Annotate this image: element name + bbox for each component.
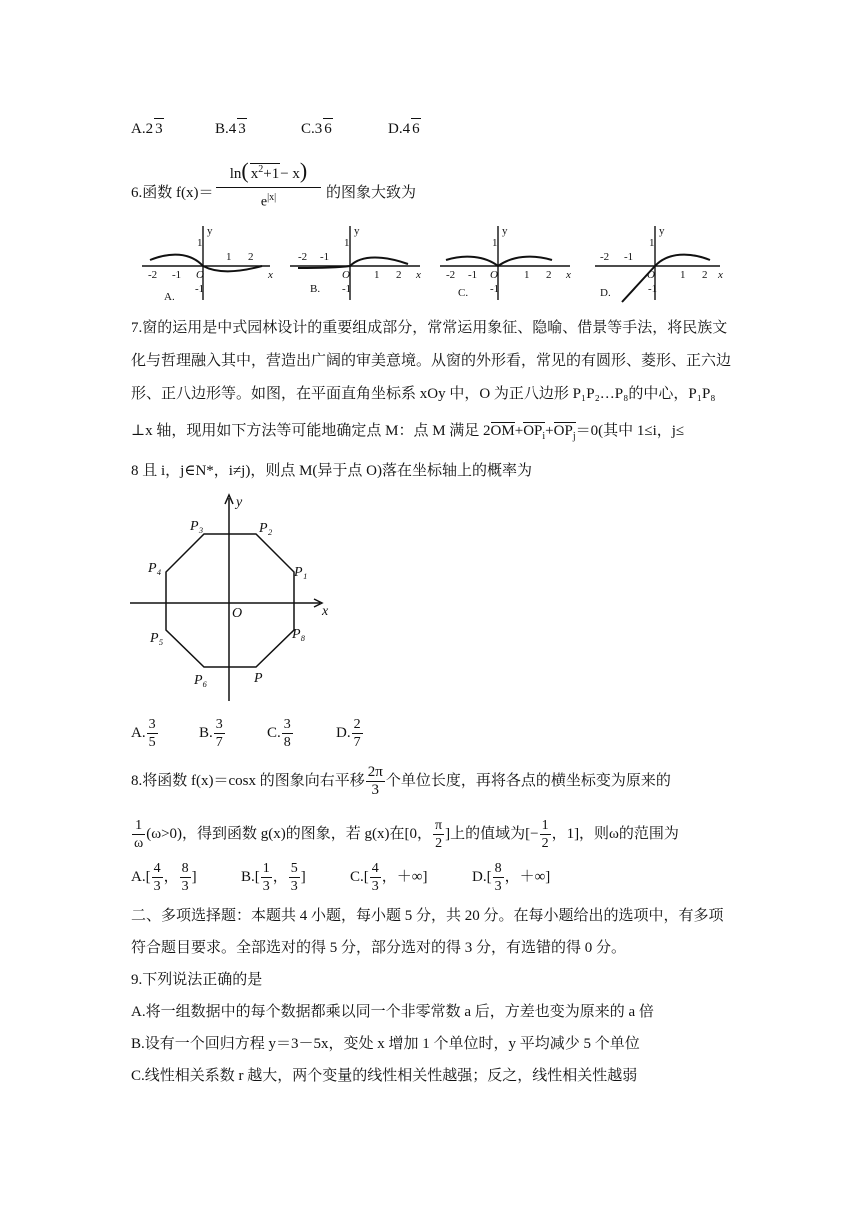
- svg-text:2: 2: [396, 269, 402, 281]
- svg-text:1: 1: [649, 237, 655, 249]
- q6-numerator: ln( $x^2+1- x$): [216, 158, 321, 188]
- svg-text:-2: -2: [600, 251, 610, 263]
- q7-option-c: C. $\frac{3}{8}$: [267, 717, 291, 750]
- q7-line3: 形、正八边形等。如图，在平面直角坐标系 xOy 中，O 为正八边形 P₁P₂…P₈的中心，P₁P₈: [131, 386, 716, 402]
- svg-text:2: 2: [546, 269, 552, 281]
- point-p6: P₆: [194, 673, 208, 688]
- svg-text:-1: -1: [624, 251, 634, 263]
- q6-prefix: 6.函数 f(x)＝: [131, 185, 214, 201]
- q9-option-b: B.设有一个回归方程 y＝3－5x，变处 x 增加 1 个单位时，y 平均减少 5 个单位: [131, 1036, 640, 1052]
- svg-text:1: 1: [492, 237, 498, 249]
- q7-line5: 8 且 i，j∈N*，i≠j)，则点 M(异于点 O)落在坐标轴上的概率为: [131, 463, 532, 479]
- svg-text:-1: -1: [468, 269, 478, 281]
- svg-text:x: x: [566, 269, 571, 281]
- svg-text:1: 1: [680, 269, 686, 281]
- q9-option-c: C.线性相关系数 r 越大，两个变量的线性相关性越强；反之，线性相关性越弱: [131, 1068, 638, 1084]
- svg-text:y: y: [659, 225, 665, 237]
- svg-text:1: 1: [197, 237, 203, 249]
- svg-text:1: 1: [226, 251, 232, 263]
- vector-opi: $OP_i$: [523, 422, 545, 445]
- svg-text:-1: -1: [342, 283, 352, 295]
- svg-text:-1: -1: [195, 283, 205, 295]
- svg-text:2: 2: [248, 251, 254, 263]
- vector-opj: $OP_j$: [554, 422, 576, 445]
- q7-line1: 7.窗的运用是中式园林设计的重要组成部分，常常运用象征、隐喻、借景等手法，将民族文: [131, 320, 728, 336]
- point-p8: P₈: [292, 627, 306, 642]
- q6-suffix: 的图象大致为: [326, 185, 417, 201]
- svg-text:1: 1: [374, 269, 380, 281]
- svg-text:O: O: [647, 269, 655, 281]
- graph-a-y: y: [207, 225, 213, 237]
- q7-line4: ⊥x 轴，现用如下方法等可能地确定点 M：点 M 满足 $2OM+OP_i+OP_j=0$(其中 1≤i，j≤: [131, 421, 684, 445]
- q9-option-a: A.将一组数据中的每个数据都乘以同一个非零常数 a 后，方差也变为原来的 a 倍: [131, 1004, 654, 1020]
- q5-option-b: B.4 3: [215, 118, 247, 139]
- q7-line2: 化与哲理融入其中，营造出广阔的审美意境。从窗的外形看，常见的有圆形、菱形、正六边: [131, 353, 732, 369]
- figure-y-label: y: [236, 495, 243, 510]
- point-p4: P₄: [148, 561, 162, 576]
- svg-text:y: y: [354, 225, 360, 237]
- point-p1: P₁: [294, 565, 308, 580]
- graph-d-label: D.: [600, 287, 611, 299]
- svg-text:x: x: [718, 269, 723, 281]
- svg-text:-1: -1: [648, 283, 658, 295]
- graph-a-label: A.: [164, 291, 175, 303]
- figure-origin: O: [232, 606, 243, 621]
- svg-text:x: x: [268, 269, 273, 281]
- svg-text:-2: -2: [148, 269, 158, 281]
- point-p5: P₅: [150, 631, 164, 646]
- svg-text:-1: -1: [490, 283, 500, 295]
- svg-text:-1: -1: [320, 251, 330, 263]
- q8-line1: 8.将函数 f(x)＝cosx 的图象向右平移 $\frac{2\pi}{3}$ 个单位长度，再将各点的横坐标变为原来的: [131, 764, 671, 798]
- q7-option-b: B. $\frac{3}{7}$: [199, 717, 223, 750]
- svg-text:O: O: [196, 269, 204, 281]
- svg-text:y: y: [502, 225, 508, 237]
- svg-text:-1: -1: [172, 269, 182, 281]
- svg-text:O: O: [490, 269, 498, 281]
- q9-stem: 9.下列说法正确的是: [131, 972, 263, 988]
- graph-b-label: B.: [310, 283, 321, 295]
- q8-option-d: D.[ $\frac{8}{3}$ ，＋∞]: [472, 861, 551, 894]
- svg-text:1: 1: [524, 269, 530, 281]
- point-p2: P₂: [259, 521, 273, 536]
- q8-option-a: A.[ $\frac{4}{3}$ ， $\frac{8}{3}$ ]: [131, 861, 197, 894]
- q6-graphs: [140, 222, 740, 308]
- graph-c-label: C.: [458, 287, 469, 299]
- svg-text:x: x: [416, 269, 421, 281]
- svg-text:-2: -2: [298, 251, 308, 263]
- point-p7: P: [254, 671, 263, 686]
- q8-line2: $\frac{1}{\omega}$ (ω>0)，得到函数 g(x)的图象，若 g(x)在[0， $\frac{\pi}{2}$ ]上的值域为[− $\frac{1}{2}$ ，1]，则ω的范围为: [134, 818, 679, 851]
- svg-text:2: 2: [702, 269, 708, 281]
- figure-x-label: x: [322, 604, 329, 619]
- section2-line2: 符合题目要求。全部选对的得 5 分，部分选对的得 3 分，有选错的得 0 分。: [131, 940, 627, 956]
- q5-option-a: A.2 3: [131, 118, 164, 139]
- q7-option-a: A. $\frac{3}{5}$: [131, 717, 156, 750]
- section2-line1: 二、多项选择题：本题共 4 小题，每小题 5 分，共 20 分。在每小题给出的选项中，有多项: [131, 908, 724, 924]
- svg-text:O: O: [342, 269, 350, 281]
- q5-option-c: C.3 6: [301, 118, 333, 139]
- q8-option-c: C.[ $\frac{4}{3}$ ，＋∞]: [350, 861, 428, 894]
- octagon-figure: [128, 492, 340, 702]
- point-p3: P₃: [190, 519, 204, 534]
- q8-option-b: B.[ $\frac{1}{3}$ ， $\frac{5}{3}$ ]: [241, 861, 306, 894]
- svg-text:-2: -2: [446, 269, 456, 281]
- svg-text:1: 1: [344, 237, 350, 249]
- q5-option-d: D.4 6: [388, 118, 421, 139]
- q6-denominator: $e^{|x|}$: [260, 192, 277, 210]
- vector-om: OM: [490, 423, 515, 439]
- q7-option-d: D. $\frac{2}{7}$: [336, 717, 361, 750]
